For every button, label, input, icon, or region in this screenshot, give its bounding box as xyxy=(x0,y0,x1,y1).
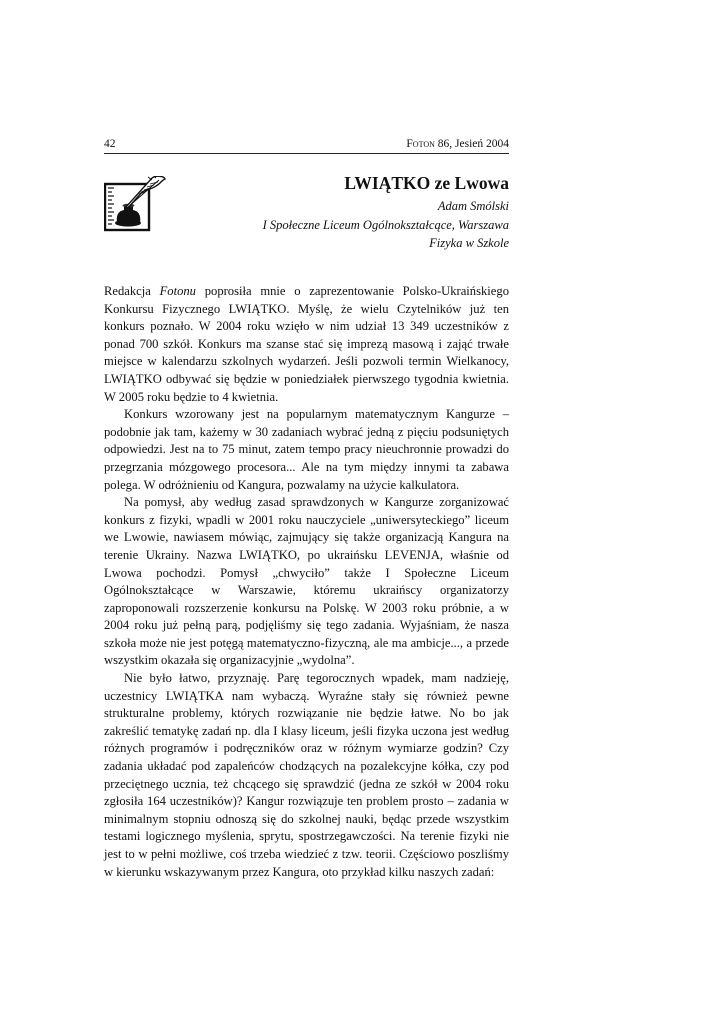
inkwell-quill-icon xyxy=(104,176,167,232)
paragraph: Na pomysł, aby według zasad sprawdzonych w Kangurze zorganizować konkurs z fizyki, wpadli w 2001 roku nauczyciele „uniwersyteckiego” liceum we Lwowie, nawiasem mówiąc, zajmujący się także organizacją Kangura na terenie Ukrainy. Nazwa LWIĄTKO, po ukraińsku LEVENJA, właśnie od Lwowa pochodzi. Pomysł „chwyciło” także I Społeczne Liceum Ogólnokształcące w Warszawie, któremu ukraińscy organizatorzy zaproponowali rozszerzenie konkursu na Polskę. W 2003 roku próbnie, a w 2004 roku już pełną parą, podjęliśmy się tego zadania. Wyjaśniam, że nasza szkoła może nie jest potęgą matematyczno-fizyczną, ale ma ambicje..., a przede wszystkim okazała się organizacyjnie „wydolna”. xyxy=(104,495,509,668)
intro-text-start: Redakcja xyxy=(104,284,160,298)
journal-name: Foton xyxy=(406,138,435,150)
paragraph-intro xyxy=(104,283,509,406)
paragraph: Nie było łatwo, przyznaję. Parę tegorocznych wpadek, mam nadzieję, uczestnicy LWIĄTKA nam wybaczą. Wyraźne stały się również pewne strukturalne problemy, których rozwiązanie nie będzie łatwe. No bo jak zakreślić tematykę zadań np. dla I klasy liceum, jeśli fizyka uczona jest według różnych programów i podręczników oraz w różnym wymiarze godzin? Czy zadania układać pod zapaleńców chodzących na pozalekcyjne kółka, czy pod przeciętnego ucznia, też chcącego się sprawdzić (jedna ze szkół w 2004 roku zgłosiła 164 uczestników)? Kangur rozwiązuje ten problem prosto – zadania w minimalnym stopniu odnoszą się do szkolnej nauki, będąc przede wszystkim testami logicznego myślenia, sprytu, spostrzegawczości. Na terenie fizyki nie jest to w pełni możliwe, coś trzeba wiedzieć z tzw. teorii. Częściowo poszliśmy w kierunku wskazywanym przez Kangura, oto przykład kilku naszych zadań: xyxy=(104,671,509,879)
article-author: Adam Smólski xyxy=(437,199,509,213)
article-title: LWIĄTKO ze Lwowa xyxy=(344,173,509,193)
paragraph: Konkurs wzorowany jest na popularnym matematycznym Kangurze – podobnie jak tam, każemy w 30 zadaniach wybrać jedną z pięciu podsuniętych odpowiedzi. Jest na to 75 minut, zatem tempo pracy nieuchronnie prowadzi do przegrzania mózgowego procesora... Ale na tym między innymi ta zabawa polega. W odróżnieniu od Kangura, pozwalamy na użycie kalkulatora. xyxy=(104,407,509,492)
running-header xyxy=(104,137,509,154)
journal-issue xyxy=(406,137,509,151)
source-note: Fizyka w Szkole xyxy=(429,236,509,250)
author-affiliation: I Społeczne Liceum Ogólnokształcące, Warszawa xyxy=(262,218,509,232)
journal-reference: Fotonu xyxy=(159,284,196,298)
issue-info: 86, Jesień 2004 xyxy=(434,138,509,150)
page-number: 42 xyxy=(104,138,116,150)
intro-text-rest: poprosiła mnie o zaprezentowanie Polsko-Ukraińskiego Konkursu Fizycznego LWIĄTKO. Myślę, że wielu Czytelników już ten konkurs poznało. W 2004 roku wzięło w nim udział 13 349 uczestników z ponad 700 szkół. Konkurs ma szanse stać się imprezą masową i zająć trwałe miejsce w kalendarzu szkolnych wydarzeń. Jeśli pozwoli termin Wielkanocy, LWIĄTKO odbywać się będzie w poniedziałek pierwszego tygodnia kwietnia. W 2005 roku będzie to 4 kwietnia. xyxy=(104,284,509,404)
article-body xyxy=(104,283,509,881)
